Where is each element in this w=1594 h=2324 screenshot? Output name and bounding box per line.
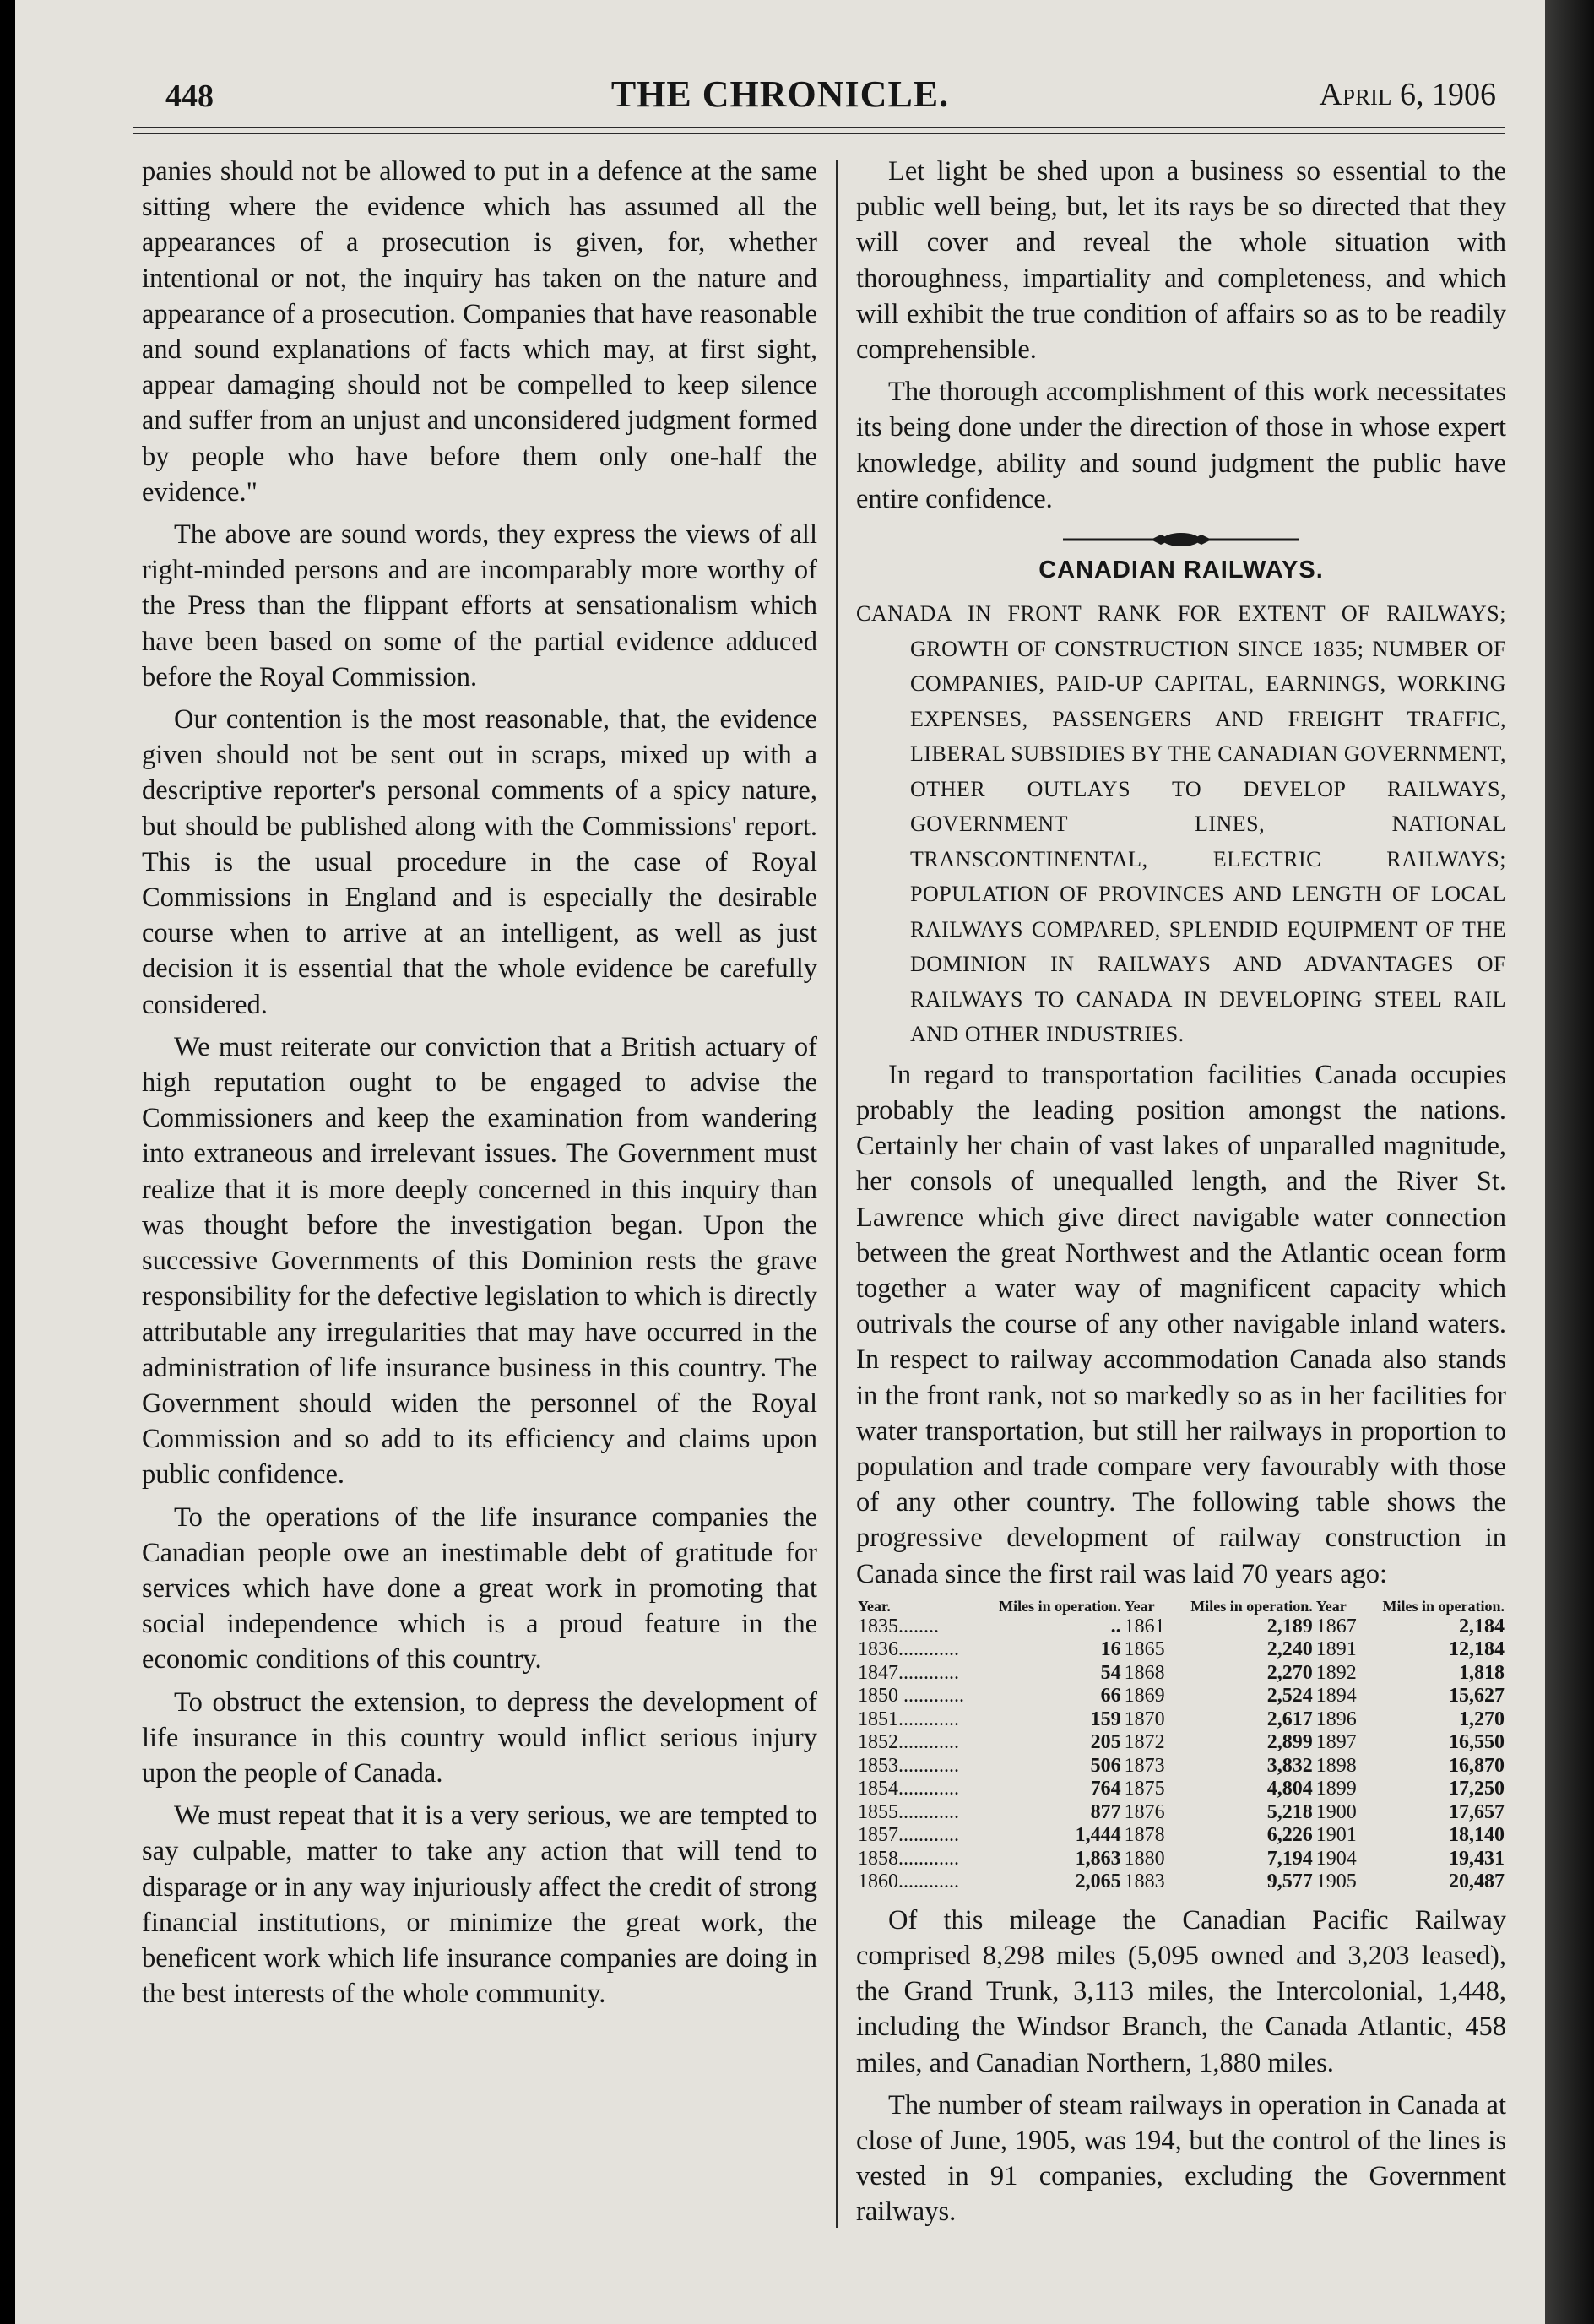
- table-cell-miles: 17,250: [1449, 1778, 1505, 1800]
- left-paragraph-4: We must reiterate our conviction that a British actuary of high reputation ought to be engaged to advise the Commissioners and keep the examination from wandering into extraneous and irrelevant issues. The Government must realize that it is more deeply concerned in this inquiry than was thought before the investigation began. Upon the successive Governments of this Dominion rests the grave responsibility for the defective legislation to which is directly attributable any irregularities that may have occurred in the administration of life insurance business in this country. The Government should widen the personnel of the Royal Commission and so add to its efficiency and claims upon public confidence.: [142, 1031, 817, 1491]
- table-cell-year: 1850 ............: [858, 1685, 964, 1708]
- table-row: [856, 1638, 1506, 1662]
- table-cell-miles: 7,194: [1266, 1847, 1313, 1870]
- table-cell-miles: 2,270: [1266, 1661, 1313, 1684]
- table-cell-year: 1872: [1124, 1731, 1165, 1754]
- table-cell-year: 1894: [1315, 1685, 1357, 1708]
- table-row: [856, 1662, 1506, 1686]
- table-header-cell: Year: [1315, 1597, 1347, 1615]
- table-cell-year: 1870: [1124, 1708, 1165, 1730]
- table-cell-miles: 506: [1090, 1754, 1121, 1777]
- left-paragraph-2: The above are sound words, they express the views of all right-minded persons and are incomparably more worthy of the Press than the flippant efforts at sensationalism which have been based on some of the partial evidence adduced before the Royal Commission.: [142, 519, 817, 692]
- table-row: [856, 1871, 1506, 1894]
- right-column: [856, 154, 1506, 2237]
- newspaper-page: [15, 0, 1545, 2324]
- table-header-cell: Year: [1124, 1597, 1155, 1615]
- left-paragraph-1: panies should not be allowed to put in a defence at the same sitting where the evidence which has assumed all the appearances of a prosecution is given, for, whether intentional or not, the inquiry has taken on the nature and appearance of a prosecution. Companies that have reasonable and sound explanations of facts which may, at first sight, appear damaging should not be compelled to keep silence and suffer from an unjust and unconsidered judgment formed by people who have before them only one-half the evidence.": [142, 156, 817, 508]
- table-cell-miles: 3,832: [1266, 1754, 1313, 1777]
- railway-mileage-table: [856, 1599, 1506, 1894]
- table-header-cell: Year.: [858, 1597, 891, 1615]
- table-cell-year: 1873: [1124, 1754, 1165, 1777]
- table-row: [856, 1731, 1506, 1755]
- table-cell-miles: 1,863: [1075, 1847, 1121, 1870]
- table-row: [856, 1755, 1506, 1778]
- table-cell-miles: 2,899: [1266, 1731, 1313, 1754]
- table-cell-year: 1855............: [858, 1800, 959, 1823]
- page-edge-shadow: [1545, 0, 1594, 2324]
- page-number: 448: [165, 79, 214, 114]
- left-column: [142, 154, 817, 2018]
- table-cell-miles: 16: [1100, 1638, 1121, 1661]
- right-closing-paragraph-2: The number of steam railways in operation in Canada at close of June, 1905, was 194, but the control of the lines is vested in 91 companies, excluding the Government railways.: [856, 2089, 1506, 2228]
- table-cell-miles: 2,617: [1266, 1708, 1313, 1730]
- table-cell-miles: 205: [1090, 1731, 1121, 1754]
- table-header-cell: Miles in operation.: [999, 1597, 1121, 1615]
- table-header-cell: Miles in operation.: [1382, 1597, 1505, 1615]
- header-rule-bottom: [133, 133, 1505, 134]
- table-row: [856, 1778, 1506, 1801]
- table-row: [856, 1848, 1506, 1871]
- table-cell-year: 1852............: [858, 1731, 959, 1754]
- table-cell-miles: 2,524: [1266, 1685, 1313, 1708]
- table-cell-miles: 2,184: [1459, 1615, 1505, 1637]
- ornament-rule-icon: [1063, 529, 1299, 550]
- column-divider: [836, 160, 838, 2228]
- left-paragraph-3: Our contention is the most reasonable, that, the evidence given should not be sent out in scraps, mixed up with a descriptive reporter's personal comments of a spicy nature, but should be published along with the Commissions' report. This is the usual procedure in the case of Royal Commissions in England and is especially the desirable course when to arrive at an intelligent, as well as just decision it is essential that the whole evidence be carefully considered.: [142, 704, 817, 1020]
- table-cell-year: 1865: [1124, 1638, 1165, 1661]
- table-cell-miles: 9,577: [1266, 1871, 1313, 1893]
- table-cell-year: 1891: [1315, 1638, 1357, 1661]
- table-cell-miles: ..: [1110, 1615, 1121, 1637]
- table-header-cell: Miles in operation.: [1190, 1597, 1313, 1615]
- table-cell-miles: 2,240: [1266, 1638, 1313, 1661]
- table-cell-year: 1858............: [858, 1847, 959, 1870]
- table-cell-miles: 16,870: [1449, 1754, 1505, 1777]
- table-cell-year: 1851............: [858, 1708, 959, 1730]
- table-cell-year: 1854............: [858, 1778, 959, 1800]
- table-cell-miles: 2,189: [1266, 1615, 1313, 1637]
- table-cell-year: 1876: [1124, 1800, 1165, 1823]
- table-cell-miles: 5,218: [1266, 1800, 1313, 1823]
- table-cell-miles: 18,140: [1449, 1824, 1505, 1847]
- table-row: [856, 1685, 1506, 1708]
- table-cell-miles: 4,804: [1266, 1778, 1313, 1800]
- section-heading: CANADIAN RAILWAYS.: [1038, 557, 1324, 584]
- table-cell-miles: 2,065: [1075, 1871, 1121, 1893]
- table-cell-year: 1853............: [858, 1754, 959, 1777]
- table-cell-year: 1904: [1315, 1847, 1357, 1870]
- left-paragraph-5: To the operations of the life insurance companies the Canadian people owe an inestimable debt of gratitude for services which have done a great work in promoting that social independence which is a proud feature in the economic conditions of this country.: [142, 1501, 817, 1675]
- table-cell-year: 1878: [1124, 1824, 1165, 1847]
- right-intro-paragraph-1: Let light be shed upon a business so essential to the public well being, but, let its rays be so directed that they will cover and reveal the whole situation with thoroughness, impartiality and completeness, and which will exhibit the true condition of affairs so as to be readily comprehensible.: [856, 156, 1506, 366]
- left-paragraph-7: We must repeat that it is a very serious, we are tempted to say culpable, matter to take any action that will tend to disparage or in any way injuriously affect the credit of strong financial institutions, or minimize the great work, the beneficent work which life insurance companies are doing in the best interests of the whole community.: [142, 1800, 817, 2010]
- section-synopsis: CANADA IN FRONT RANK FOR EXTENT OF RAILWAYS; GROWTH OF CONSTRUCTION SINCE 1835; NUMBER OF COMPANIES, PAID-UP CAPITAL, EARNINGS, WORKING EXPENSES, PASSENGERS AND FREIGHT TRAFFIC, LIBERAL SUBSIDIES BY THE CANADIAN GOVERNMENT, OTHER OUTLAYS TO DEVELOP RAILWAYS, GOVERNMENT LINES, NATIONAL TRANSCONTINENTAL, ELECTRIC RAILWAYS; POPULATION OF PROVINCES AND LENGTH OF LOCAL RAILWAYS COMPARED, SPLENDID EQUIPMENT OF THE DOMINION IN RAILWAYS AND ADVANTAGES OF RAILWAYS TO CANADA IN DEVELOPING STEEL RAIL AND OTHER INDUSTRIES.: [856, 601, 1506, 1047]
- table-cell-year: 1901: [1315, 1824, 1357, 1847]
- right-body-paragraph-1: In regard to transportation facilities Canada occupies probably the leading position amongst the nations. Certainly her chain of vast lakes of unparalled magnitude, her consols of unequalled length, and the River St. Lawrence which give direct navigable water connection between the great Northwest and the Atlantic ocean form together a water way of magnificent capacity which outrivals the course of any other navigable inland waters. In respect to railway accommodation Canada also stands in the front rank, not so markedly so as in her facilities for water transportation, but still her railways in proportion to population and trade compare very favourably with those of any other country. The following table shows the progressive development of railway construction in Canada since the first rail was laid 70 years ago:: [856, 1059, 1506, 1589]
- table-cell-miles: 16,550: [1449, 1731, 1505, 1754]
- header-rule-top: [133, 127, 1505, 128]
- table-cell-year: 1892: [1315, 1661, 1357, 1684]
- table-row: [856, 1708, 1506, 1732]
- left-paragraph-6: To obstruct the extension, to depress the development of life insurance in this country would inflict serious injury upon the people of Canada.: [142, 1686, 817, 1789]
- table-cell-miles: 6,226: [1266, 1824, 1313, 1847]
- table-cell-year: 1898: [1315, 1754, 1357, 1777]
- table-cell-year: 1900: [1315, 1800, 1357, 1823]
- table-cell-year: 1897: [1315, 1731, 1357, 1754]
- table-cell-year: 1905: [1315, 1871, 1357, 1893]
- table-cell-year: 1899: [1315, 1778, 1357, 1800]
- table-cell-year: 1860............: [858, 1871, 959, 1893]
- table-cell-miles: 19,431: [1449, 1847, 1505, 1870]
- table-cell-year: 1869: [1124, 1685, 1165, 1708]
- table-cell-miles: 1,444: [1075, 1824, 1121, 1847]
- table-cell-miles: 54: [1100, 1661, 1121, 1684]
- table-cell-year: 1880: [1124, 1847, 1165, 1870]
- section-ornament: [856, 524, 1506, 547]
- table-cell-miles: 877: [1090, 1800, 1121, 1823]
- table-cell-year: 1847............: [858, 1661, 959, 1684]
- right-closing-paragraph-1: Of this mileage the Canadian Pacific Railway comprised 8,298 miles (5,095 owned and 3,203 leased), the Grand Trunk, 3,113 miles, the Intercolonial, 1,448, including the Windsor Branch, the Canada Atlantic, 458 miles, and Canadian Northern, 1,880 miles.: [856, 1904, 1506, 2078]
- table-row: [856, 1801, 1506, 1825]
- issue-date: April 6, 1906: [1319, 77, 1496, 112]
- right-intro-paragraph-2: The thorough accomplishment of this work necessitates its being done under the direction of those in whose expert knowledge, ability and sound judgment the public have entire confidence.: [856, 377, 1506, 514]
- table-row: [856, 1615, 1506, 1639]
- table-cell-year: 1857............: [858, 1824, 959, 1847]
- table-cell-year: 1868: [1124, 1661, 1165, 1684]
- table-cell-year: 1883: [1124, 1871, 1165, 1893]
- table-cell-year: 1896: [1315, 1708, 1357, 1730]
- table-cell-miles: 66: [1100, 1685, 1121, 1708]
- table-cell-year: 1836............: [858, 1638, 959, 1661]
- table-cell-year: 1875: [1124, 1778, 1165, 1800]
- table-cell-year: 1835........: [858, 1615, 939, 1637]
- table-cell-year: 1861: [1124, 1615, 1165, 1637]
- table-cell-miles: 15,627: [1449, 1685, 1505, 1708]
- table-cell-miles: 20,487: [1449, 1871, 1505, 1893]
- table-header-row: [856, 1599, 1506, 1615]
- table-cell-miles: 1,270: [1459, 1708, 1505, 1730]
- table-cell-miles: 764: [1090, 1778, 1121, 1800]
- table-cell-miles: 1,818: [1459, 1661, 1505, 1684]
- table-cell-miles: 12,184: [1449, 1638, 1505, 1661]
- publication-title: THE CHRONICLE.: [610, 73, 950, 115]
- table-cell-year: 1867: [1315, 1615, 1357, 1637]
- table-cell-miles: 17,657: [1449, 1800, 1505, 1823]
- table-row: [856, 1824, 1506, 1848]
- table-cell-miles: 159: [1090, 1708, 1121, 1730]
